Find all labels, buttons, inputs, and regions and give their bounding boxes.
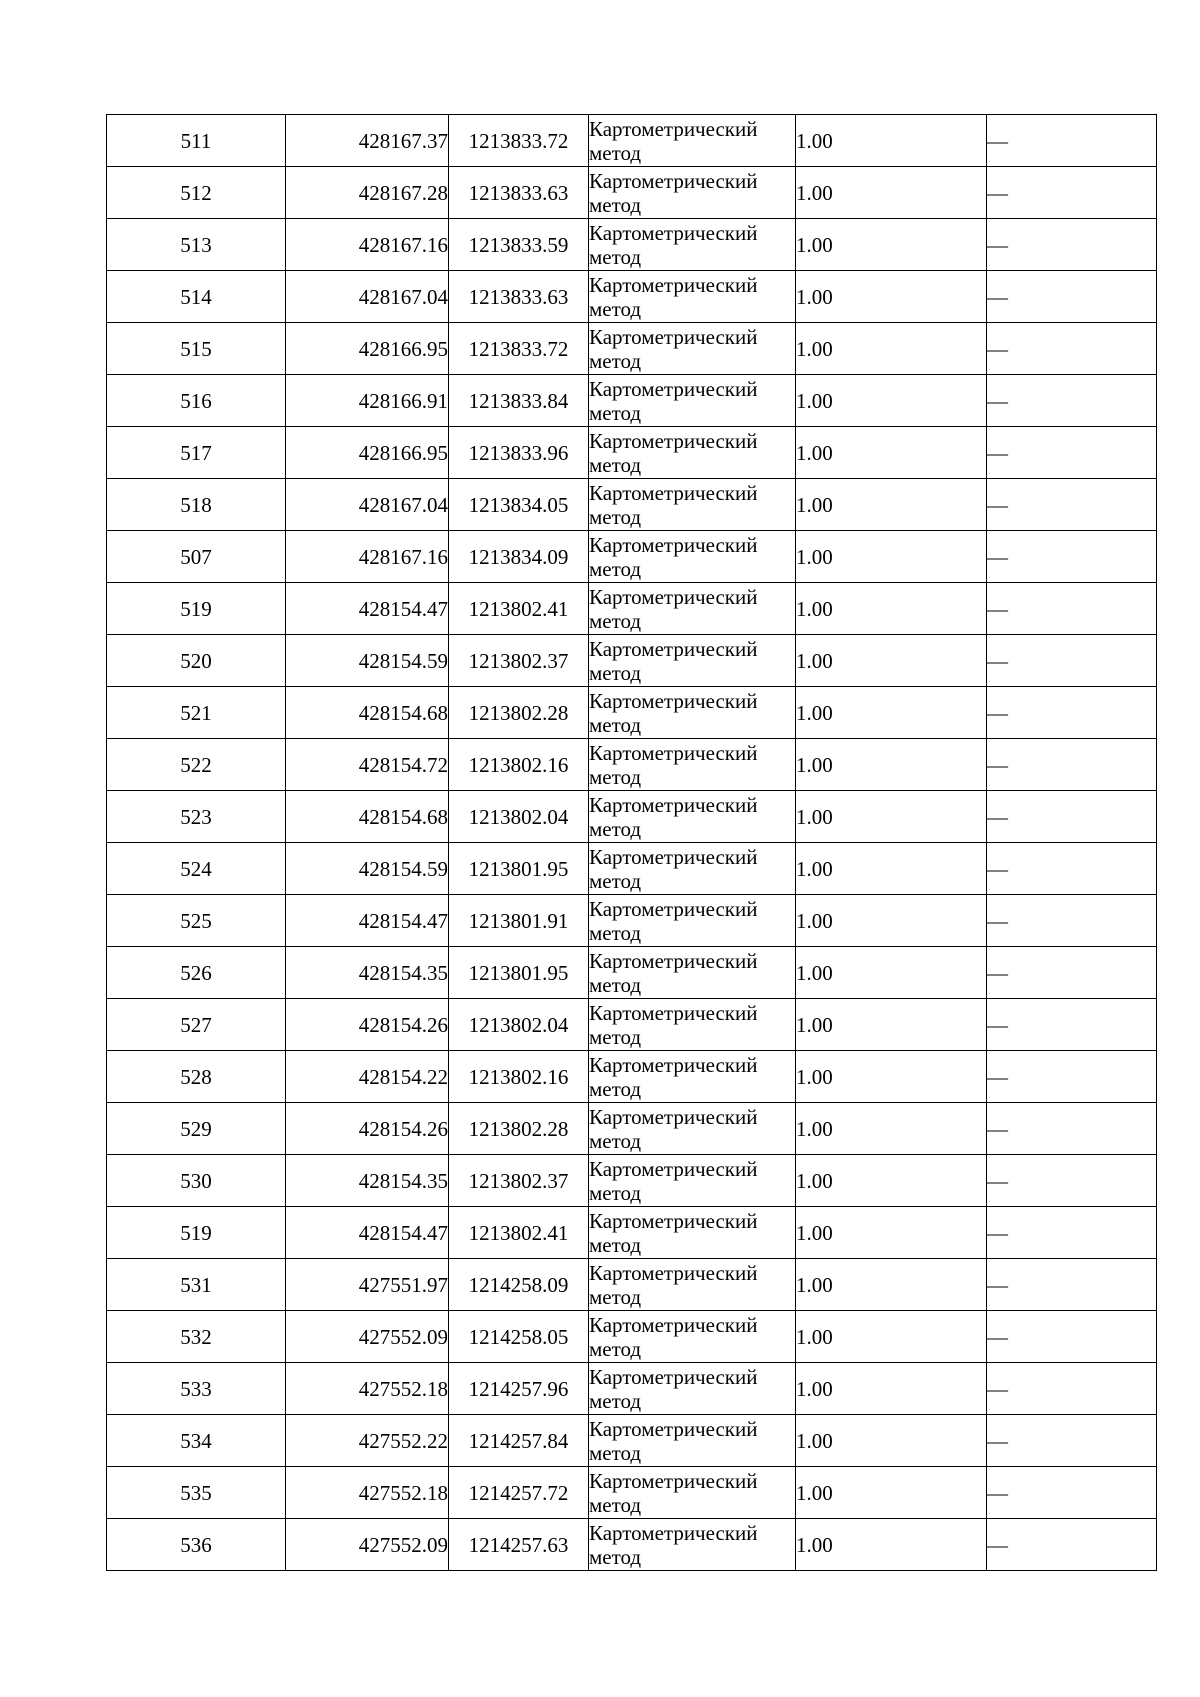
note-cell: — — [987, 323, 1157, 375]
method-line: Картометрический — [589, 220, 758, 245]
x-coordinate-cell: 428154.26 — [286, 1103, 449, 1155]
method-line: метод — [589, 296, 642, 321]
y-coordinate-cell: 1213833.59 — [449, 219, 589, 271]
method-line: метод — [589, 816, 642, 841]
x-coordinate-cell: 428167.37 — [286, 115, 449, 167]
method-line: метод — [589, 764, 642, 789]
method-line: Картометрический — [589, 324, 758, 349]
x-coordinate-cell: 428154.35 — [286, 947, 449, 999]
x-coordinate-cell: 428154.59 — [286, 635, 449, 687]
point-number-cell: 535 — [107, 1467, 286, 1519]
table-row — [107, 1519, 1157, 1571]
point-number-cell: 521 — [107, 687, 286, 739]
point-number-cell: 518 — [107, 479, 286, 531]
y-coordinate-cell: 1213834.05 — [449, 479, 589, 531]
point-number-cell: 515 — [107, 323, 286, 375]
note-cell: — — [987, 999, 1157, 1051]
table-row — [107, 1103, 1157, 1155]
accuracy-cell: 1.00 — [796, 531, 987, 583]
method-line: Картометрический — [589, 1052, 758, 1077]
method-line: Картометрический — [589, 688, 758, 713]
method-line: Картометрический — [589, 532, 758, 557]
method-line: Картометрический — [589, 428, 758, 453]
method-line: метод — [589, 1284, 642, 1309]
y-coordinate-cell: 1214257.63 — [449, 1519, 589, 1571]
method-cell — [589, 947, 796, 999]
point-number-cell: 513 — [107, 219, 286, 271]
x-coordinate-cell: 427551.97 — [286, 1259, 449, 1311]
point-number-cell: 529 — [107, 1103, 286, 1155]
coordinates-table-body — [107, 115, 1157, 1571]
method-line: метод — [589, 1024, 642, 1049]
method-line: Картометрический — [589, 844, 758, 869]
method-line: Картометрический — [589, 480, 758, 505]
table-row — [107, 479, 1157, 531]
y-coordinate-cell: 1213834.09 — [449, 531, 589, 583]
method-cell — [589, 375, 796, 427]
accuracy-cell: 1.00 — [796, 1155, 987, 1207]
note-cell: — — [987, 1311, 1157, 1363]
method-line: Картометрический — [589, 636, 758, 661]
table-row — [107, 427, 1157, 479]
x-coordinate-cell: 428167.16 — [286, 219, 449, 271]
y-coordinate-cell: 1214258.09 — [449, 1259, 589, 1311]
method-line: метод — [589, 1388, 642, 1413]
method-cell — [589, 895, 796, 947]
note-cell: — — [987, 1415, 1157, 1467]
method-line: Картометрический — [589, 740, 758, 765]
method-line: Картометрический — [589, 1000, 758, 1025]
method-line: метод — [589, 504, 642, 529]
y-coordinate-cell: 1213802.28 — [449, 1103, 589, 1155]
method-line: метод — [589, 192, 642, 217]
accuracy-cell: 1.00 — [796, 1519, 987, 1571]
x-coordinate-cell: 428166.95 — [286, 427, 449, 479]
method-cell — [589, 115, 796, 167]
method-line: Картометрический — [589, 1208, 758, 1233]
note-cell: — — [987, 791, 1157, 843]
point-number-cell: 507 — [107, 531, 286, 583]
point-number-cell: 525 — [107, 895, 286, 947]
note-cell: — — [987, 1259, 1157, 1311]
note-cell: — — [987, 895, 1157, 947]
point-number-cell: 514 — [107, 271, 286, 323]
method-cell — [589, 167, 796, 219]
note-cell: — — [987, 687, 1157, 739]
accuracy-cell: 1.00 — [796, 999, 987, 1051]
accuracy-cell: 1.00 — [796, 1363, 987, 1415]
x-coordinate-cell: 427552.22 — [286, 1415, 449, 1467]
y-coordinate-cell: 1213802.37 — [449, 1155, 589, 1207]
accuracy-cell: 1.00 — [796, 427, 987, 479]
x-coordinate-cell: 427552.18 — [286, 1363, 449, 1415]
note-cell: — — [987, 1519, 1157, 1571]
method-line: метод — [589, 244, 642, 269]
x-coordinate-cell: 428154.47 — [286, 583, 449, 635]
method-cell — [589, 739, 796, 791]
note-cell: — — [987, 479, 1157, 531]
x-coordinate-cell: 428166.91 — [286, 375, 449, 427]
accuracy-cell: 1.00 — [796, 375, 987, 427]
y-coordinate-cell: 1213833.63 — [449, 271, 589, 323]
method-cell — [589, 271, 796, 323]
method-line: метод — [589, 1076, 642, 1101]
coordinates-table — [106, 114, 1157, 1571]
point-number-cell: 522 — [107, 739, 286, 791]
table-row — [107, 843, 1157, 895]
x-coordinate-cell: 427552.09 — [286, 1519, 449, 1571]
method-line: Картометрический — [589, 168, 758, 193]
method-cell — [589, 999, 796, 1051]
method-line: Картометрический — [589, 896, 758, 921]
point-number-cell: 516 — [107, 375, 286, 427]
x-coordinate-cell: 428167.16 — [286, 531, 449, 583]
y-coordinate-cell: 1213833.63 — [449, 167, 589, 219]
note-cell: — — [987, 375, 1157, 427]
x-coordinate-cell: 428166.95 — [286, 323, 449, 375]
table-row — [107, 999, 1157, 1051]
method-line: метод — [589, 556, 642, 581]
method-cell — [589, 843, 796, 895]
note-cell: — — [987, 739, 1157, 791]
point-number-cell: 532 — [107, 1311, 286, 1363]
note-cell: — — [987, 271, 1157, 323]
accuracy-cell: 1.00 — [796, 687, 987, 739]
table-row — [107, 791, 1157, 843]
accuracy-cell: 1.00 — [796, 1311, 987, 1363]
method-cell — [589, 583, 796, 635]
table-row — [107, 167, 1157, 219]
table-row — [107, 1311, 1157, 1363]
method-line: Картометрический — [589, 1260, 758, 1285]
point-number-cell: 517 — [107, 427, 286, 479]
method-cell — [589, 1259, 796, 1311]
method-cell — [589, 1519, 796, 1571]
method-cell — [589, 1467, 796, 1519]
accuracy-cell: 1.00 — [796, 1051, 987, 1103]
table-row — [107, 375, 1157, 427]
method-cell — [589, 1155, 796, 1207]
table-row — [107, 1155, 1157, 1207]
method-line: метод — [589, 920, 642, 945]
y-coordinate-cell: 1213802.28 — [449, 687, 589, 739]
accuracy-cell: 1.00 — [796, 479, 987, 531]
x-coordinate-cell: 428167.04 — [286, 271, 449, 323]
note-cell: — — [987, 1155, 1157, 1207]
y-coordinate-cell: 1214257.84 — [449, 1415, 589, 1467]
note-cell: — — [987, 1051, 1157, 1103]
method-line: метод — [589, 348, 642, 373]
accuracy-cell: 1.00 — [796, 635, 987, 687]
method-line: метод — [589, 1180, 642, 1205]
method-line: Картометрический — [589, 116, 758, 141]
note-cell: — — [987, 167, 1157, 219]
method-line: Картометрический — [589, 1416, 758, 1441]
note-cell: — — [987, 531, 1157, 583]
accuracy-cell: 1.00 — [796, 219, 987, 271]
y-coordinate-cell: 1213833.84 — [449, 375, 589, 427]
method-line: Картометрический — [589, 792, 758, 817]
method-cell — [589, 479, 796, 531]
y-coordinate-cell: 1213833.72 — [449, 115, 589, 167]
point-number-cell: 527 — [107, 999, 286, 1051]
accuracy-cell: 1.00 — [796, 583, 987, 635]
accuracy-cell: 1.00 — [796, 1259, 987, 1311]
point-number-cell: 530 — [107, 1155, 286, 1207]
method-cell — [589, 427, 796, 479]
method-cell — [589, 687, 796, 739]
x-coordinate-cell: 428167.04 — [286, 479, 449, 531]
y-coordinate-cell: 1213802.16 — [449, 1051, 589, 1103]
table-row — [107, 323, 1157, 375]
method-cell — [589, 323, 796, 375]
accuracy-cell: 1.00 — [796, 895, 987, 947]
x-coordinate-cell: 427552.09 — [286, 1311, 449, 1363]
method-line: Картометрический — [589, 584, 758, 609]
x-coordinate-cell: 428154.72 — [286, 739, 449, 791]
y-coordinate-cell: 1213802.41 — [449, 583, 589, 635]
table-row — [107, 219, 1157, 271]
table-row — [107, 583, 1157, 635]
note-cell: — — [987, 1207, 1157, 1259]
y-coordinate-cell: 1214257.96 — [449, 1363, 589, 1415]
point-number-cell: 520 — [107, 635, 286, 687]
accuracy-cell: 1.00 — [796, 1207, 987, 1259]
y-coordinate-cell: 1213801.95 — [449, 843, 589, 895]
point-number-cell: 519 — [107, 583, 286, 635]
x-coordinate-cell: 427552.18 — [286, 1467, 449, 1519]
method-line: метод — [589, 1544, 642, 1569]
method-cell — [589, 219, 796, 271]
method-cell — [589, 1103, 796, 1155]
method-cell — [589, 1311, 796, 1363]
table-row — [107, 895, 1157, 947]
x-coordinate-cell: 428154.68 — [286, 687, 449, 739]
point-number-cell: 526 — [107, 947, 286, 999]
y-coordinate-cell: 1213802.04 — [449, 999, 589, 1051]
method-line: метод — [589, 972, 642, 997]
accuracy-cell: 1.00 — [796, 843, 987, 895]
table-row — [107, 1363, 1157, 1415]
accuracy-cell: 1.00 — [796, 1415, 987, 1467]
accuracy-cell: 1.00 — [796, 739, 987, 791]
table-row — [107, 739, 1157, 791]
method-line: метод — [589, 1440, 642, 1465]
method-cell — [589, 635, 796, 687]
note-cell: — — [987, 427, 1157, 479]
method-cell — [589, 791, 796, 843]
accuracy-cell: 1.00 — [796, 323, 987, 375]
method-cell — [589, 1363, 796, 1415]
method-line: метод — [589, 868, 642, 893]
method-line: метод — [589, 712, 642, 737]
note-cell: — — [987, 583, 1157, 635]
note-cell: — — [987, 843, 1157, 895]
table-row — [107, 1207, 1157, 1259]
method-cell — [589, 1415, 796, 1467]
y-coordinate-cell: 1213833.72 — [449, 323, 589, 375]
table-row — [107, 1051, 1157, 1103]
method-line: метод — [589, 1128, 642, 1153]
x-coordinate-cell: 428154.59 — [286, 843, 449, 895]
accuracy-cell: 1.00 — [796, 1467, 987, 1519]
note-cell: — — [987, 115, 1157, 167]
x-coordinate-cell: 428154.35 — [286, 1155, 449, 1207]
table-row — [107, 687, 1157, 739]
x-coordinate-cell: 428167.28 — [286, 167, 449, 219]
method-line: Картометрический — [589, 1520, 758, 1545]
method-line: метод — [589, 1336, 642, 1361]
method-cell — [589, 1051, 796, 1103]
y-coordinate-cell: 1214257.72 — [449, 1467, 589, 1519]
table-row — [107, 1467, 1157, 1519]
x-coordinate-cell: 428154.68 — [286, 791, 449, 843]
method-line: метод — [589, 400, 642, 425]
method-line: Картометрический — [589, 376, 758, 401]
note-cell: — — [987, 1467, 1157, 1519]
y-coordinate-cell: 1213802.37 — [449, 635, 589, 687]
point-number-cell: 511 — [107, 115, 286, 167]
method-line: метод — [589, 608, 642, 633]
point-number-cell: 531 — [107, 1259, 286, 1311]
point-number-cell: 534 — [107, 1415, 286, 1467]
y-coordinate-cell: 1213833.96 — [449, 427, 589, 479]
table-row — [107, 115, 1157, 167]
x-coordinate-cell: 428154.22 — [286, 1051, 449, 1103]
y-coordinate-cell: 1214258.05 — [449, 1311, 589, 1363]
method-line: Картометрический — [589, 1156, 758, 1181]
point-number-cell: 523 — [107, 791, 286, 843]
method-line: Картометрический — [589, 1312, 758, 1337]
y-coordinate-cell: 1213801.95 — [449, 947, 589, 999]
point-number-cell: 519 — [107, 1207, 286, 1259]
table-row — [107, 635, 1157, 687]
note-cell: — — [987, 947, 1157, 999]
y-coordinate-cell: 1213802.16 — [449, 739, 589, 791]
y-coordinate-cell: 1213802.04 — [449, 791, 589, 843]
method-line: метод — [589, 1492, 642, 1517]
method-line: метод — [589, 660, 642, 685]
accuracy-cell: 1.00 — [796, 115, 987, 167]
point-number-cell: 536 — [107, 1519, 286, 1571]
point-number-cell: 524 — [107, 843, 286, 895]
table-row — [107, 947, 1157, 999]
point-number-cell: 533 — [107, 1363, 286, 1415]
point-number-cell: 528 — [107, 1051, 286, 1103]
accuracy-cell: 1.00 — [796, 167, 987, 219]
table-row — [107, 531, 1157, 583]
accuracy-cell: 1.00 — [796, 947, 987, 999]
accuracy-cell: 1.00 — [796, 791, 987, 843]
method-line: метод — [589, 452, 642, 477]
note-cell: — — [987, 1103, 1157, 1155]
x-coordinate-cell: 428154.26 — [286, 999, 449, 1051]
method-line: Картометрический — [589, 1364, 758, 1389]
x-coordinate-cell: 428154.47 — [286, 1207, 449, 1259]
note-cell: — — [987, 635, 1157, 687]
method-line: Картометрический — [589, 1104, 758, 1129]
accuracy-cell: 1.00 — [796, 1103, 987, 1155]
method-line: Картометрический — [589, 1468, 758, 1493]
method-line: метод — [589, 1232, 642, 1257]
note-cell: — — [987, 1363, 1157, 1415]
method-cell — [589, 1207, 796, 1259]
method-line: метод — [589, 140, 642, 165]
accuracy-cell: 1.00 — [796, 271, 987, 323]
y-coordinate-cell: 1213801.91 — [449, 895, 589, 947]
method-line: Картометрический — [589, 948, 758, 973]
note-cell: — — [987, 219, 1157, 271]
table-row — [107, 271, 1157, 323]
x-coordinate-cell: 428154.47 — [286, 895, 449, 947]
method-cell — [589, 531, 796, 583]
y-coordinate-cell: 1213802.41 — [449, 1207, 589, 1259]
method-line: Картометрический — [589, 272, 758, 297]
table-row — [107, 1259, 1157, 1311]
table-row — [107, 1415, 1157, 1467]
point-number-cell: 512 — [107, 167, 286, 219]
